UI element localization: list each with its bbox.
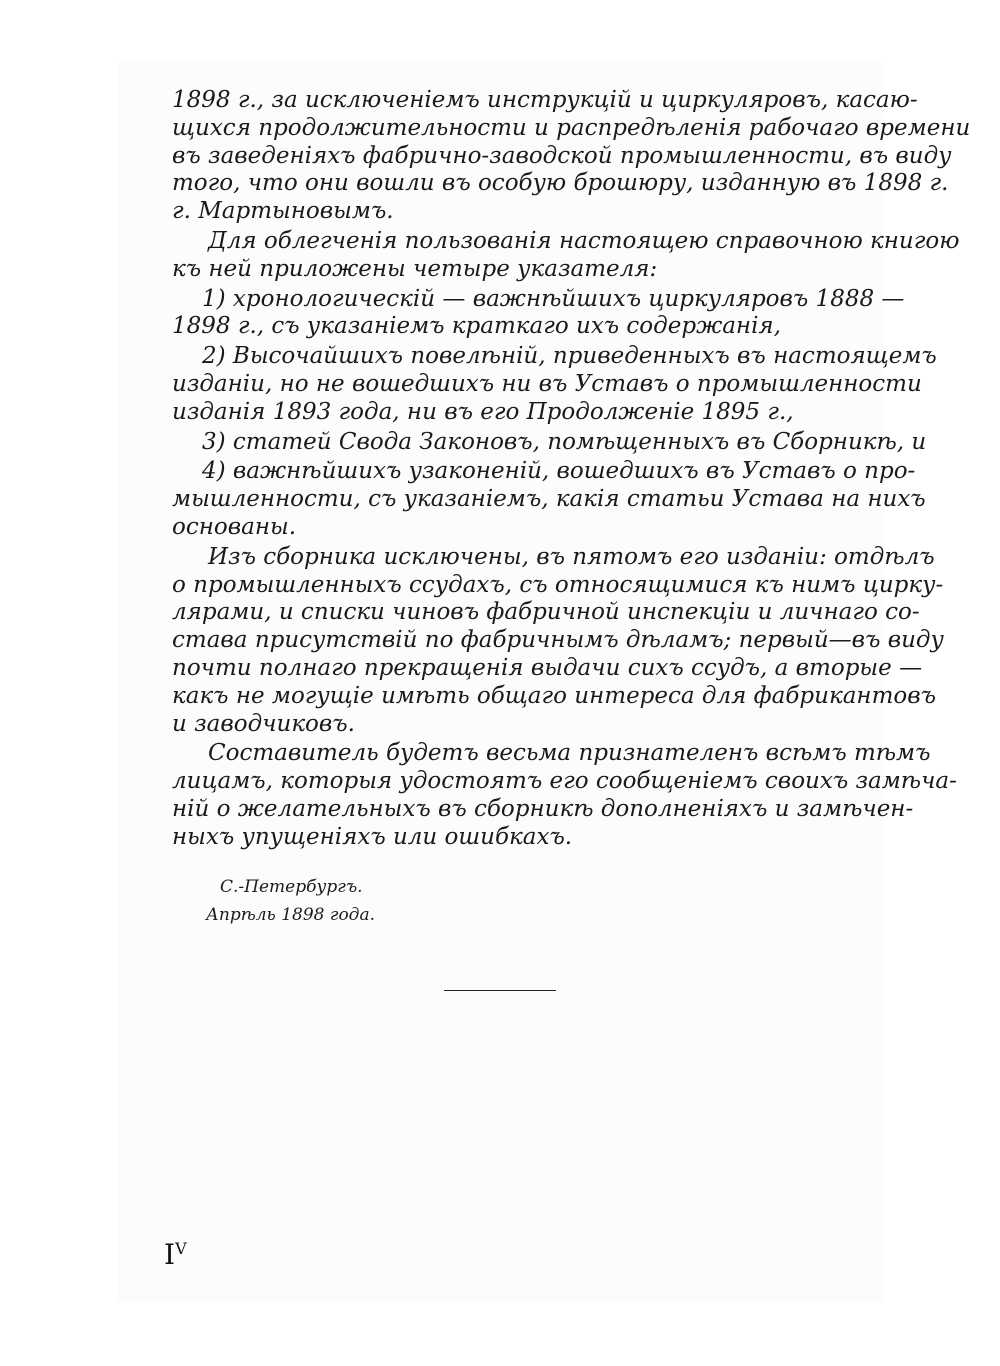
- text-line: основаны.: [172, 513, 297, 540]
- page-number: [164, 1234, 187, 1270]
- text-line: ныхъ упущеніяхъ или ошибкахъ.: [172, 823, 573, 850]
- preface-text: [172, 85, 971, 852]
- index-item-4: [172, 458, 926, 541]
- text-line: ній о желательныхъ въ сборникѣ дополненіяхъ и замѣчен-: [172, 795, 914, 822]
- text-line: о промышленныхъ ссудахъ, съ относящимися къ нимъ цирку-: [172, 571, 944, 598]
- paragraph-removals: [172, 543, 944, 739]
- text-line: Составитель будетъ весьма признателенъ всѣмъ тѣмъ: [208, 740, 931, 767]
- text-line: изданія 1893 года, ни въ его Продолженіе 1895 г.,: [172, 398, 794, 425]
- text-line: г. Мартыновымъ.: [172, 198, 394, 225]
- text-line: Изъ сборника исключены, въ пятомъ его изданіи: отдѣлъ: [208, 543, 935, 570]
- text-line: лярами, и списки чиновъ фабричной инспекціи и личнаго со-: [172, 599, 920, 626]
- text-line: въ заведеніяхъ фабрично-заводской промышленности, въ виду: [172, 142, 952, 169]
- text-line: 1898 г., съ указаніемъ краткаго ихъ содержанія,: [172, 313, 781, 340]
- text-line: Для облегченія пользованія настоящею справочною книгою: [208, 227, 960, 254]
- text-line: того, что они вошли въ особую брошюру, изданную въ 1898 г.: [172, 170, 949, 197]
- index-item-1: [172, 285, 905, 342]
- text-line: почти полнаго прекращенія выдачи сихъ ссудъ, а вторые —: [172, 654, 923, 681]
- text-line: мышленности, съ указаніемъ, какія статьи Устава на нихъ: [172, 486, 926, 513]
- signature-block: [206, 873, 375, 929]
- signature-place: С.-Петербургъ.: [220, 877, 363, 897]
- text-line: какъ не могущіе имѣть общаго интереса для фабрикантовъ: [172, 682, 936, 709]
- text-line: и заводчиковъ.: [172, 710, 355, 737]
- paragraph-exclusions-intro: [172, 87, 971, 226]
- text-line: 1898 г., за исключеніемъ инструкцій и циркуляровъ, касаю-: [172, 87, 918, 113]
- index-item-2: [172, 343, 937, 426]
- text-line: 3) статей Свода Законовъ, помѣщенныхъ въ Сборникѣ, и: [202, 428, 927, 455]
- signature-date: Апрѣль 1898 года.: [206, 905, 375, 925]
- text-line: лицамъ, которыя удостоятъ его сообщеніемъ своихъ замѣча-: [172, 768, 957, 795]
- paragraph-gratitude: [172, 740, 957, 851]
- text-line: 2) Высочайшихъ повелѣній, приведенныхъ въ настоящемъ: [202, 343, 937, 370]
- section-divider: [444, 990, 556, 991]
- text-line: щихся продолжительности и распредѣленія рабочаго времени: [172, 114, 971, 141]
- text-line: 1) хронологическій — важнѣйшихъ циркуляровъ 1888 —: [202, 285, 905, 312]
- text-line: къ ней приложены четыре указателя:: [172, 255, 658, 282]
- text-line: изданіи, но не вошедшихъ ни въ Уставъ о промышленности: [172, 370, 922, 397]
- index-item-3: [172, 428, 927, 457]
- text-line: става присутствій по фабричнымъ дѣламъ; первый—въ виду: [172, 627, 944, 654]
- paragraph-indexes-intro: [172, 227, 960, 284]
- page-number-main: I: [164, 1238, 176, 1271]
- page-number-sup: V: [175, 1239, 187, 1258]
- text-line: 4) важнѣйшихъ узаконеній, вошедшихъ въ Уставъ о про-: [202, 458, 916, 485]
